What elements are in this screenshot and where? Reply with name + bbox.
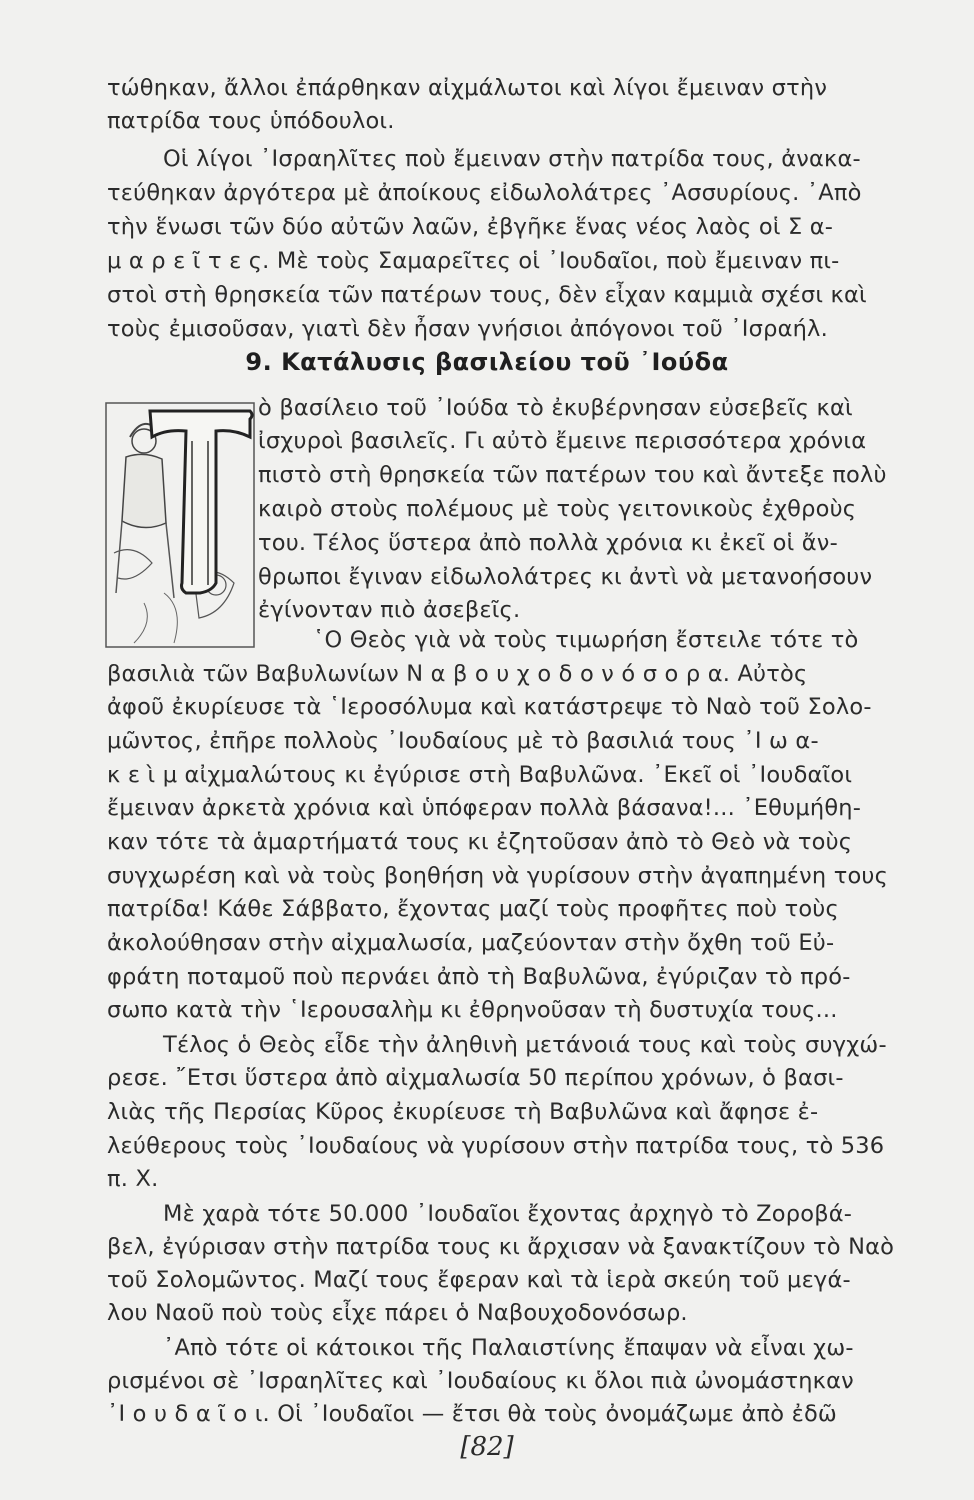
text-line: Μὲ χαρὰ τότε 50.000 ᾿Ιουδαῖοι ἔχοντας ἀρχηγὸ τὸ Ζοροβά- — [163, 1201, 853, 1227]
text-line: καν τότε τὰ ἁμαρτήματά τους κι ἐζητοῦσαν ἀπὸ τὸ Θεὸ νὰ τοὺς — [107, 829, 853, 855]
text-line: πατρίδα τους ὑπόδουλοι. — [107, 108, 395, 134]
text-line: λου Ναοῦ ποὺ τοὺς εἶχε πάρει ὁ Ναβουχοδονόσωρ. — [107, 1300, 688, 1326]
text-line: ὸ βασίλειο τοῦ ᾿Ιούδα τὸ ἐκυβέρνησαν εὐσεβεῖς καὶ — [258, 395, 853, 421]
text-line: ᾿Απὸ τότε οἱ κάτοικοι τῆς Παλαιστίνης ἔπαψαν νὰ εἶναι χω- — [163, 1335, 854, 1361]
text-line: λεύθερους τοὺς ᾿Ιουδαίους νὰ γυρίσουν στὴν πατρίδα τους, τὸ 536 — [107, 1133, 885, 1159]
text-line: μῶντος, ἐπῆρε πολλοὺς ᾿Ιουδαίους μὲ τὸ βασιλιά τους ᾿Ι ω α- — [107, 728, 819, 754]
text-line: ἀφοῦ ἐκυρίευσε τὰ ῾Ιεροσόλυμα καὶ κατάστρεψε τὸ Ναὸ τοῦ Σολο- — [107, 694, 872, 720]
text-line: πιστὸ στὴ θρησκεία τῶν πατέρων του καὶ ἄντεξε πολὺ — [258, 462, 887, 488]
text-line: βασιλιὰ τῶν Βαβυλωνίων Ν α β ο υ χ ο δ ο ν ό σ ο ρ α. Αὐτὸς — [107, 661, 808, 687]
text-line: ἰσχυροὶ βασιλεῖς. Γι αὐτὸ ἔμεινε περισσότερα χρόνια — [258, 428, 867, 454]
text-line: ῾Ο Θεὸς γιὰ νὰ τοὺς τιμωρήση ἔστειλε τότε τὸ — [313, 627, 859, 653]
text-line: Τέλος ὁ Θεὸς εἶδε τὴν ἀληθινὴ μετάνοιά τους καὶ τοὺς συγχώ- — [163, 1032, 887, 1058]
text-line: λιὰς τῆς Περσίας Κῦρος ἐκυρίευσε τὴ Βαβυλῶνα καὶ ἄφησε ἐ- — [107, 1099, 819, 1125]
text-line: φράτη ποταμοῦ ποὺ περνάει ἀπὸ τὴ Βαβυλῶνα, ἐγύριζαν τὸ πρό- — [107, 964, 851, 990]
text-line: συγχωρέση καὶ νὰ τοὺς βοηθήση νὰ γυρίσουν στὴν ἀγαπημένη τους — [107, 863, 889, 889]
text-line: στοὶ στὴ θρησκεία τῶν πατέρων τους, δὲν εἶχαν καμμιὰ σχέσι καὶ — [107, 282, 867, 308]
text-line: σωπο κατὰ τὴν ῾Ιερουσαλὴμ κι ἐθρηνοῦσαν τὴ δυστυχία τους... — [107, 997, 838, 1023]
text-line: τοῦ Σολομῶντος. Μαζί τους ἔφεραν καὶ τὰ ἱερὰ σκεύη τοῦ μεγά- — [107, 1267, 851, 1293]
text-line: τεύθηκαν ἀργότερα μὲ ἀποίκους εἰδωλολάτρες ᾿Ασσυρίους. ᾿Απὸ — [107, 180, 862, 206]
text-line: μ α ρ ε ῖ τ ε ς. Μὲ τοὺς Σαμαρεῖτες οἱ ᾿Ιουδαῖοι, ποὺ ἔμειναν πι- — [107, 248, 840, 274]
illustrated-dropcap — [104, 393, 256, 651]
text-line: καιρὸ στοὺς πολέμους μὲ τοὺς γειτονικοὺς ἐχθροὺς — [258, 496, 857, 522]
text-line: θρωποι ἔγιναν εἰδωλολάτρες κι ἀντὶ νὰ μετανοήσουν — [258, 564, 873, 590]
text-line: βελ, ἐγύρισαν στὴν πατρίδα τους κι ἄρχισαν νὰ ξανακτίζουν τὸ Ναὸ — [107, 1234, 895, 1260]
text-line: πατρίδα! Κάθε Σάββατο, ἔχοντας μαζί τοὺς προφῆτες ποὺ τοὺς — [107, 896, 839, 922]
text-line: του. Τέλος ὕστερα ἀπὸ πολλὰ χρόνια κι ἐκεῖ οἱ ἄν- — [258, 530, 838, 556]
text-line: ρεσε. ῎Ετσι ὕστερα ἀπὸ αἰχμαλωσία 50 περίπου χρόνων, ὁ βασι- — [107, 1065, 844, 1091]
text-line: ἔμειναν ἀρκετὰ χρόνια καὶ ὑπόφεραν πολλὰ βάσανα!... ᾿Εθυμήθη- — [107, 795, 862, 821]
text-line: Οἱ λίγοι ᾿Ισραηλῖτες ποὺ ἔμειναν στὴν πατρίδα τους, ἀνακα- — [163, 146, 861, 172]
section-heading: 9. Κατάλυσις βασιλείου τοῦ ᾿Ιούδα — [245, 348, 729, 376]
page-number: [82] — [460, 1432, 514, 1462]
text-line: ρισμένοι σὲ ᾿Ισραηλῖτες καὶ ᾿Ιουδαίους κι ὅλοι πιὰ ὠνομάστηκαν — [107, 1368, 854, 1394]
text-line: ἐγίνονταν πιὸ ἀσεβεῖς. — [258, 597, 521, 623]
text-line: τοὺς ἐμισοῦσαν, γιατὶ δὲν ἦσαν γνήσιοι ἀπόγονοι τοῦ ᾿Ισραήλ. — [107, 316, 828, 342]
text-line: π. Χ. — [107, 1166, 159, 1192]
text-line: ᾿Ι ο υ δ α ῖ ο ι. Οἱ ᾿Ιουδαῖοι — ἔτσι θὰ τοὺς ὀνομάζωμε ἀπὸ ἐδῶ — [107, 1401, 837, 1427]
dropcap-frame — [106, 403, 254, 647]
text-line: ἀκολούθησαν στὴν αἰχμαλωσία, μαζεύονταν στὴν ὄχθη τοῦ Εὐ- — [107, 930, 835, 956]
text-line: κ ε ὶ μ αἰχμαλώτους κι ἐγύρισε στὴ Βαβυλῶνα. ᾿Εκεῖ οἱ ᾿Ιουδαῖοι — [107, 762, 853, 788]
text-line: τὴν ἕνωσι τῶν δύο αὐτῶν λαῶν, ἐβγῆκε ἕνας νέος λαὸς οἱ Σ α- — [107, 214, 834, 240]
text-line: τώθηκαν, ἄλλοι ἐπάρθηκαν αἰχμάλωτοι καὶ λίγοι ἔμειναν στὴν — [107, 75, 828, 101]
